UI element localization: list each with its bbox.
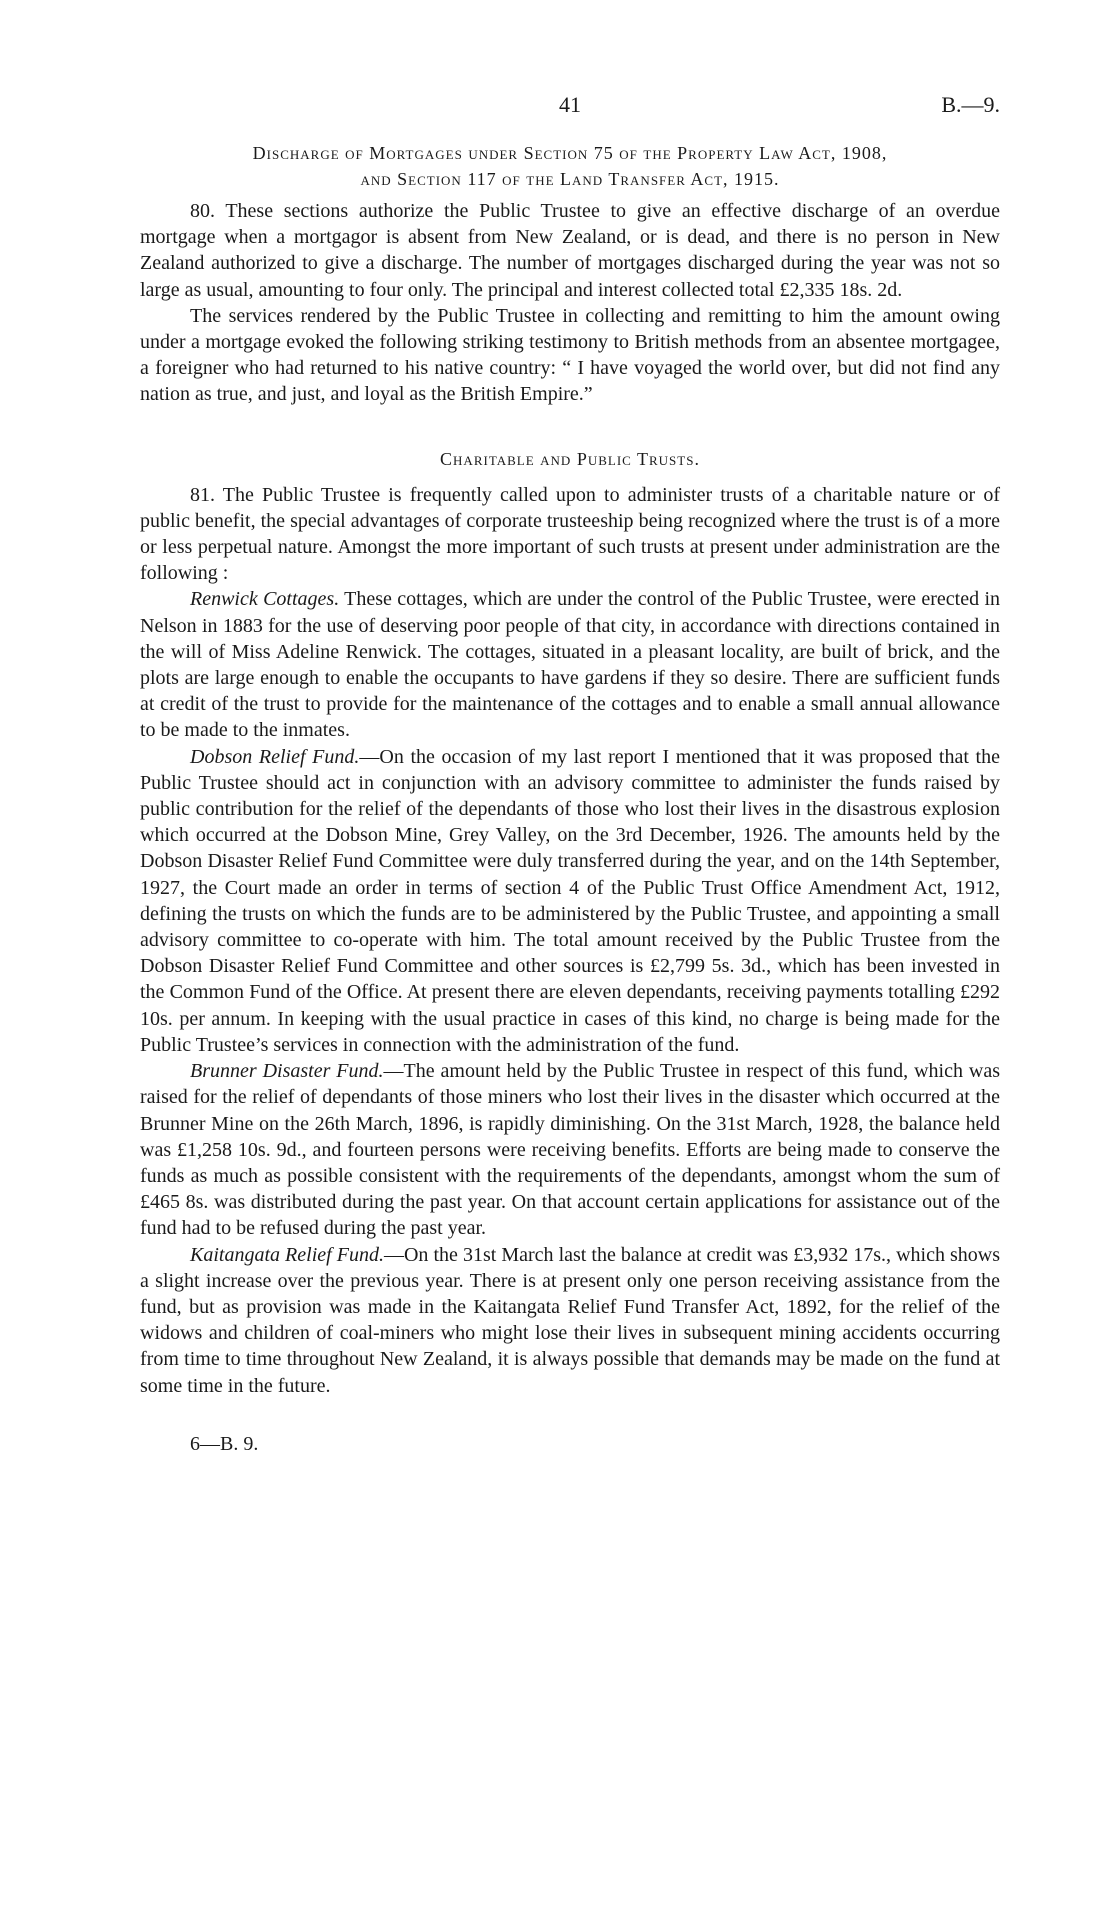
section-heading-discharge-of-mortgages	[140, 140, 1000, 192]
paragraph-title: Brunner Disaster Fund.	[190, 1060, 384, 1083]
paragraph-testimony	[140, 303, 1000, 408]
paragraph-title: Renwick Cottages.	[190, 588, 340, 611]
document-page	[140, 92, 1000, 1456]
heading-line: and Section 117 of the Land Transfer Act, 1915.	[360, 169, 780, 189]
paragraph-80	[140, 198, 1000, 303]
paragraph-brunner-disaster-fund	[140, 1058, 1000, 1241]
heading-line: Charitable and Public Trusts.	[440, 448, 700, 469]
paragraph-text: 81. The Public Trustee is frequently called upon to administer trusts of a charitable nature or of public benefit, the special advantages of corporate trusteeship being recognized where the trust is of a more or less perpetual nature. Amongst the more important of such trusts at present under administration are the following :	[140, 483, 1000, 585]
section-heading-charitable-trusts	[140, 446, 1000, 472]
paragraph-title: Kaitangata Relief Fund.	[190, 1243, 384, 1266]
running-head	[140, 92, 1000, 132]
paragraph-text: These cottages, which are under the control of the Public Trustee, were erected in Nelson in 1883 for the use of deserving poor people of that city, in accordance with directions contained in the will of Miss Adeline Renwick. The cottages, situated in a pleasant locality, are built of brick, and the plots are large enough to enable the occupants to have gardens if they so desire. There are sufficient funds at credit of the trust to provide for the maintenance of the cottages and to enable a small annual allowance to be made to the inmates.	[140, 588, 1000, 742]
paragraph-title: Dobson Relief Fund.	[190, 745, 360, 768]
paragraph-kaitangata-relief-fund	[140, 1242, 1000, 1399]
paragraph-text: 80. These sections authorize the Public Trustee to give an effective discharge of an overdue mortgage when a mortgagor is absent from New Zealand, or is dead, and there is no person in New Zealand authorized to give a discharge. The number of mortgages discharged during the year was not so large as usual, amounting to four only. The principal and interest collected total £2,335 18s. 2d.	[140, 200, 1000, 301]
sheet-signature: 6—B. 9.	[190, 1432, 259, 1455]
paragraph-text: —The amount held by the Public Trustee in respect of this fund, which was raised for the relief of dependants of those miners who lost their lives in the disaster which occurred at the Brunner Mine on the 26th March, 1896, is rapidly diminishing. On the 31st March, 1928, the balance held was £1,258 10s. 9d., and fourteen persons were receiving benefits. Efforts are being made to conserve the funds as much as possible consistent with the requirements of the dependants, amongst whom the sum of £465 8s. was distributed during the past year. On that account certain applications for assistance out of the fund had to be refused during the past year.	[140, 1060, 1000, 1240]
paragraph-dobson-relief-fund	[140, 744, 1000, 1058]
paragraph-renwick-cottages	[140, 586, 1000, 743]
heading-line: Discharge of Mortgages under Section 75 of the Property Law Act, 1908,	[252, 143, 888, 163]
paper-reference: B.—9.	[941, 92, 1000, 117]
page-number: 41	[559, 92, 581, 117]
paragraph-text: —On the occasion of my last report I mentioned that it was proposed that the Public Trustee should act in conjunction with an advisory committee to administer the funds raised by public contribution for the relief of the dependants of those who lost their lives in the disastrous explosion which occurred at the Dobson Mine, Grey Valley, on the 3rd December, 1926. The amounts held by the Dobson Disaster Relief Fund Committee were duly transferred during the year, and on the 14th September, 1927, the Court made an order in terms of section 4 of the Public Trust Office Amendment Act, 1912, defining the trusts on which the funds are to be administered by the Public Trustee, and appointing a small advisory committee to co-operate with him. The total amount received by the Public Trustee from the Dobson Disaster Relief Fund Committee and other sources is £2,799 5s. 3d., which has been invested in the Common Fund of the Office. At present there are eleven dependants, receiving payments totalling £292 10s. per annum. In keeping with the usual practice in cases of this kind, no charge is being made for the Public Trustee’s services in connection with the administration of the fund.	[140, 745, 1000, 1056]
paragraph-text: —On the 31st March last the balance at credit was £3,932 17s., which shows a slight increase over the previous year. There is at present only one person receiving assistance from the fund, but as provision was made in the Kaitangata Relief Fund Transfer Act, 1892, for the relief of the widows and children of coal-miners who might lose their lives in subsequent mining accidents occurring from time to time throughout New Zealand, it is always possible that demands may be made on the fund at some time in the future.	[140, 1243, 1000, 1397]
paragraph-81	[140, 482, 1000, 587]
paragraph-text: The services rendered by the Public Trustee in collecting and remitting to him the amount owing under a mortgage evoked the following striking testimony to British methods from an absentee mortgagee, a foreigner who had returned to his native country: “ I have voyaged the world over, but did not find any nation as true, and just, and loyal as the British Empire.”	[140, 304, 1000, 406]
